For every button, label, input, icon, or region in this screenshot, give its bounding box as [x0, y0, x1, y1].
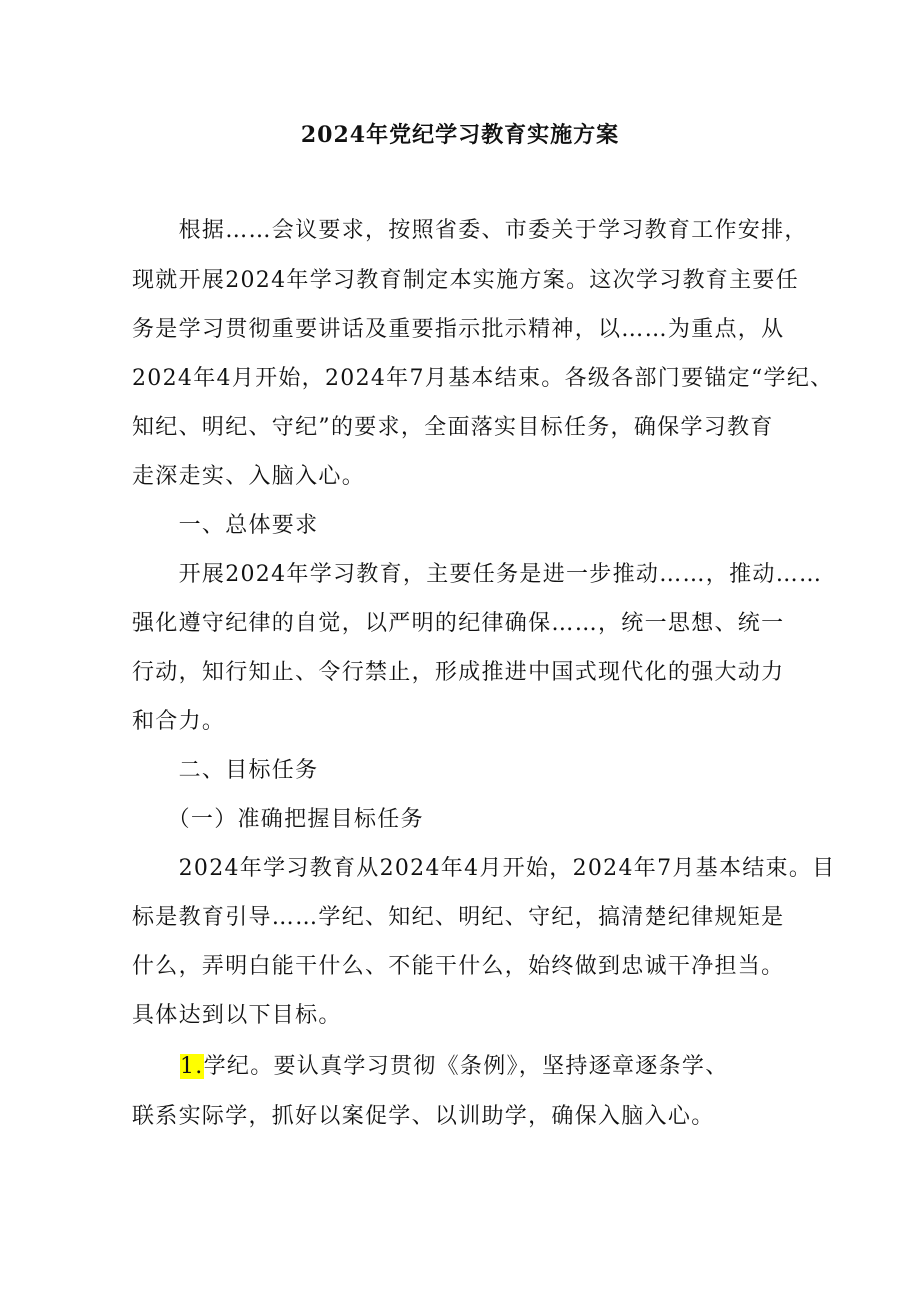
intro-line-1: 根据……会议要求，按照省委、市委关于学习教育工作安排， — [132, 218, 808, 243]
section-2-line-1: 2024年学习教育从2024年4月开始，2024年7月基本结束。目 — [132, 856, 836, 881]
section-1-line-2: 强化遵守纪律的自觉，以严明的纪律确保……，统一思想、统一 — [132, 611, 785, 636]
intro-line-6: 走深走实、入脑入心。 — [132, 464, 366, 489]
section-2-line-3: 什么，弄明白能干什么、不能干什么，始终做到忠诚干净担当。 — [132, 954, 785, 979]
section-2-subheading: （一）准确把握目标任务 — [132, 807, 424, 832]
section-1-line-1: 开展2024年学习教育，主要任务是进一步推动……，推动…… — [132, 562, 823, 587]
document-title: 2024年党纪学习教育实施方案 — [300, 122, 620, 148]
intro-line-2: 现就开展2024年学习教育制定本实施方案。这次学习教育主要任 — [132, 268, 799, 293]
section-1-heading: 一、总体要求 — [132, 513, 319, 538]
section-2-line-2: 标是教育引导……学纪、知纪、明纪、守纪，搞清楚纪律规矩是 — [132, 905, 785, 930]
section-1-line-3: 行动，知行知止、令行禁止，形成推进中国式现代化的强大动力 — [132, 660, 785, 685]
item-1-text: 学纪。要认真学习贯彻《条例》，坚持逐章逐条学、 — [203, 1054, 729, 1079]
item-1-number-highlighted: 1. — [180, 1054, 204, 1079]
intro-line-3: 务是学习贯彻重要讲话及重要指示批示精神，以……为重点，从 — [132, 317, 785, 342]
item-1-line-1 — [180, 1049, 729, 1080]
section-2-heading: 二、目标任务 — [132, 758, 319, 783]
intro-line-5: 知纪、明纪、守纪”的要求，全面落实目标任务，确保学习教育 — [132, 415, 774, 440]
item-1-line-2: 联系实际学，抓好以案促学、以训助学，确保入脑入心。 — [132, 1104, 715, 1129]
intro-line-4: 2024年4月开始，2024年7月基本结束。各级各部门要锚定“学纪、 — [132, 366, 834, 391]
section-2-line-4: 具体达到以下目标。 — [132, 1003, 342, 1028]
section-1-line-4: 和合力。 — [132, 709, 226, 734]
